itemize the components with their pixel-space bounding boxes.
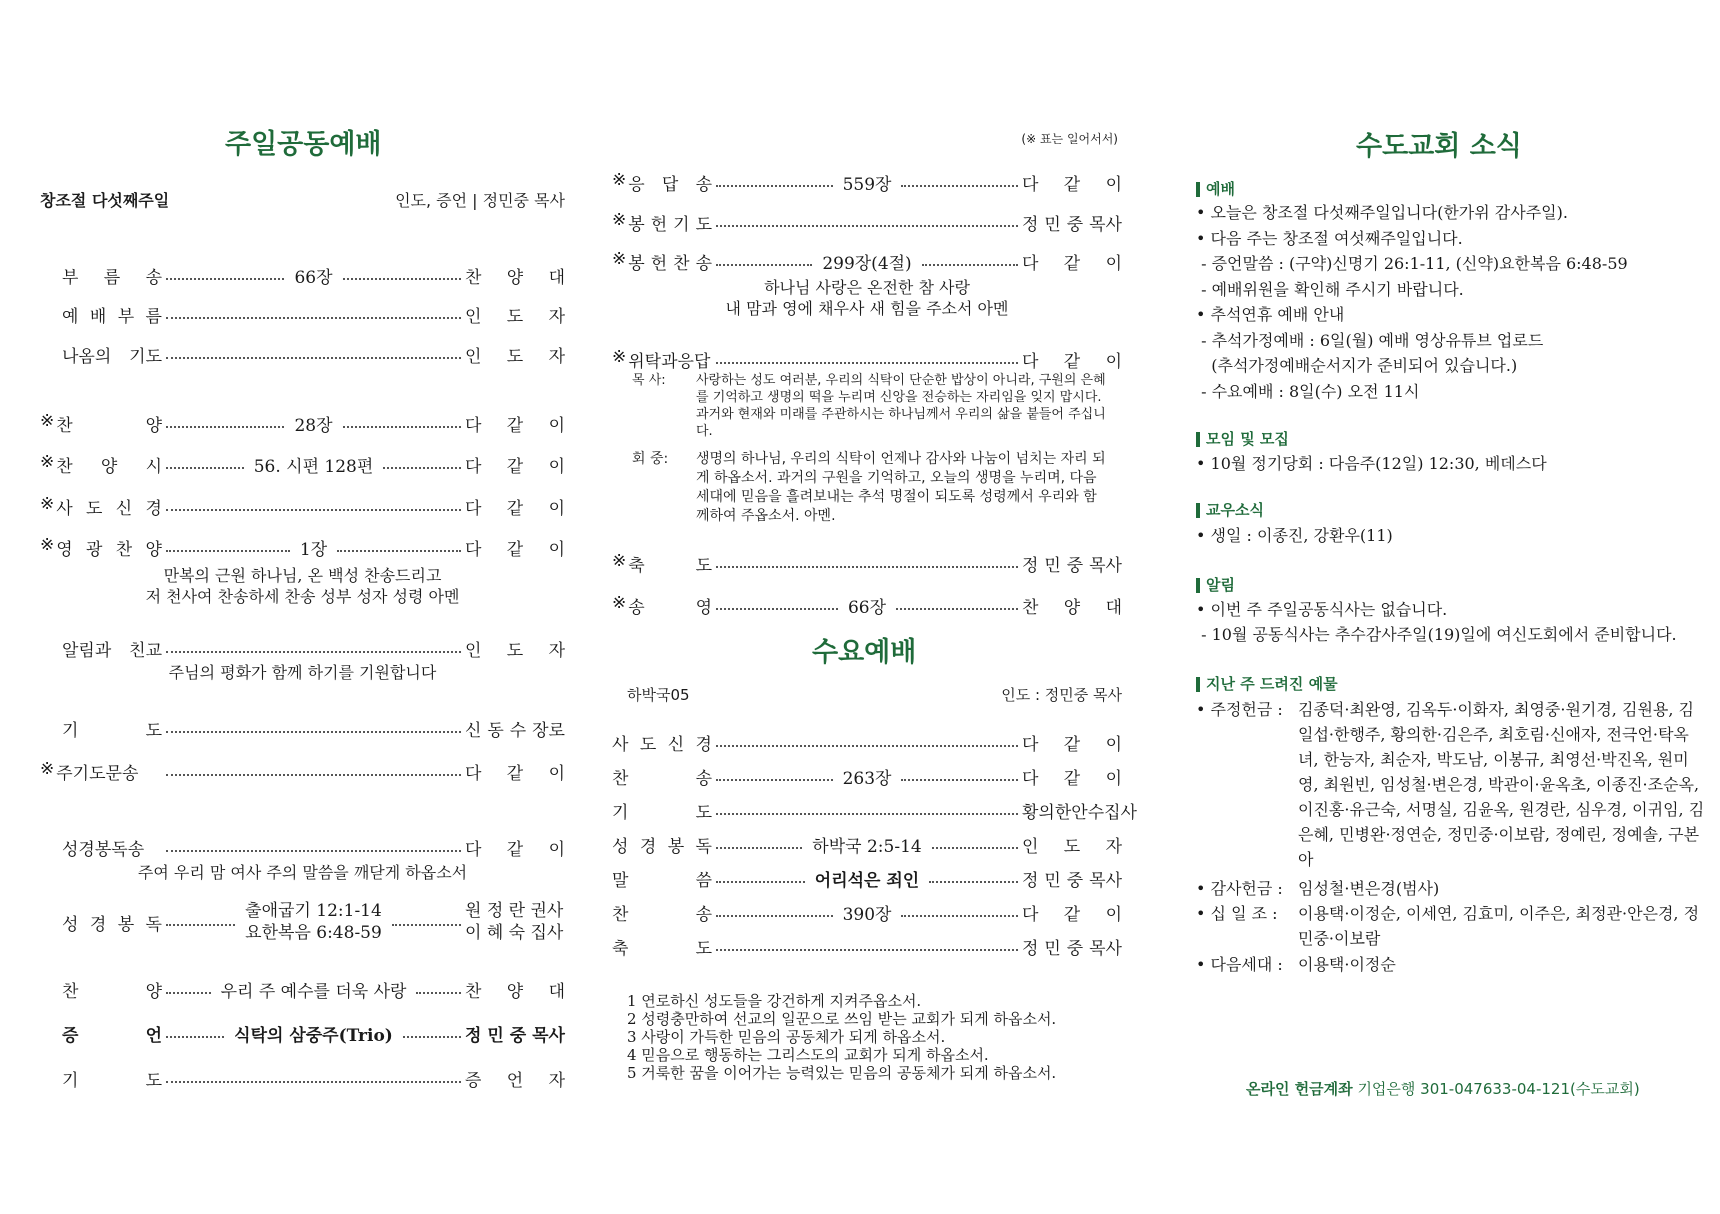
news-item: - 추석가정예배 : 6일(월) 예배 영상유튜브 업로드 <box>1196 330 1544 350</box>
order-item <box>40 636 565 661</box>
leader-dots <box>932 847 1018 849</box>
order-item-label: ※ 축 도 <box>612 551 712 576</box>
order-item-label: ※ 봉 헌 기 도 <box>612 210 712 235</box>
order-item-leader: 인 도 자 <box>1022 837 1122 857</box>
gloria-line-2: 저 천사여 찬송하세 찬송 성부 성자 성령 아멘 <box>145 587 460 606</box>
order-item-label: 축 도 <box>612 939 712 959</box>
leader-dots <box>716 362 1018 364</box>
peace-line: 주님의 평화가 함께 하기를 기원합니다 <box>168 663 437 682</box>
order-item-detail: 56. 시편 128편 <box>253 457 374 477</box>
order-item <box>40 263 565 288</box>
leader-dots <box>166 317 461 319</box>
order-item-detail: 28장 <box>294 416 333 436</box>
news-item: (추석가정예배순서지가 준비되어 있습니다.) <box>1196 356 1518 375</box>
order-item-label: ※ 송 영 <box>612 593 712 618</box>
wednesday-title: 수요예배 <box>812 637 917 668</box>
reader-2: 이 혜 숙 집사 <box>465 923 564 943</box>
occasion: 창조절 다섯째주일 <box>40 191 170 210</box>
leader-dots <box>166 1081 461 1083</box>
reading-passage-1: 출애굽기 12:1-14 <box>245 901 382 921</box>
offering-names: 임성철·변은경(범사) <box>1298 879 1440 898</box>
order-item <box>40 1066 565 1091</box>
news-item: • 이번 주 주일공동식사는 없습니다. <box>1196 600 1448 619</box>
order-item-leader: 다 같 이 <box>465 416 565 436</box>
order-item-leader: 신 동 수 장로 <box>465 721 565 741</box>
order-item-label: ※ 사 도 신 경 <box>40 494 162 519</box>
order-item-leader: 황의한안수집사 <box>1022 803 1137 823</box>
congregation-dialog <box>632 450 1106 526</box>
leader-dots <box>716 264 812 266</box>
news-item: • 추석연휴 예배 안내 <box>1196 305 1345 324</box>
order-item-detail: 하박국 2:5-14 <box>812 837 922 857</box>
offering-entry <box>1196 697 1708 872</box>
online-account <box>1246 1078 1640 1099</box>
pastor-label: 목 사: <box>632 373 666 388</box>
leader-dots <box>716 225 1018 227</box>
order-item-label: 예 배 부 름 <box>62 307 162 327</box>
order-item-leader: 다 같 이 <box>1022 905 1122 925</box>
order-item-label: ※ 봉 헌 찬 송 <box>612 249 712 274</box>
order-item-leader: 인 도 자 <box>465 641 565 661</box>
order-item-detail: 식탁의 삼중주(Trio) <box>234 1026 393 1046</box>
order-item-detail: 299장(4절) <box>822 254 912 274</box>
order-item <box>612 866 1122 891</box>
standing-mark: ※ <box>612 347 627 367</box>
order-item-leader: 다 같 이 <box>1022 769 1122 789</box>
order-item <box>612 900 1122 925</box>
order-item-label: ※ 찬 양 시 <box>40 452 162 477</box>
leader-dots <box>716 779 833 781</box>
order-item-label: 찬 송 <box>612 905 712 925</box>
leader-dots <box>166 924 235 926</box>
leader-dots <box>716 608 838 610</box>
prayer-item: 4 믿음으로 행동하는 그리스도의 교회가 되게 하옵소서. <box>627 1046 989 1064</box>
leader-dots <box>901 779 1018 781</box>
leader-dots <box>343 426 461 428</box>
occasion-row <box>40 188 565 211</box>
order-item-label: ※ 위탁과응답 <box>612 347 711 372</box>
order-item-label: 알림과 친교 <box>62 641 162 661</box>
leader-dots <box>166 550 290 552</box>
order-item-leader: 다 같 이 <box>1022 352 1122 372</box>
news-item: - 수요예배 : 8일(수) 오전 11시 <box>1196 381 1420 401</box>
order-item <box>612 832 1122 857</box>
order-item-detail: 263장 <box>842 769 892 789</box>
order-item-leader: 찬 양 대 <box>465 268 565 288</box>
gloria-line-1: 만복의 근원 하나님, 온 백성 찬송드리고 <box>163 566 442 585</box>
reading-passages <box>239 900 388 944</box>
news-item: • 10월 정기당회 : 다음주(12일) 12:30, 베데스다 <box>1196 454 1547 473</box>
congregation-text: 생명의 하나님, 우리의 식탁이 언제나 감사와 나눔이 넘치는 자리 되게 하옵소서. 과거의 구원을 기억하고, 오늘의 생명을 누리며, 다음 세대에 믿음을 흘려보내는 추석 명절이 되도록 성령께서 우리와 함께하여 주옵소서. 아멘. <box>696 451 1106 524</box>
order-item <box>612 934 1122 959</box>
sunday-leader: 인도, 증언 | 정민중 목사 <box>395 191 565 210</box>
leader-dots <box>416 992 461 994</box>
order-item <box>40 494 565 519</box>
leader-dots <box>166 651 461 653</box>
standing-note: (※ 표는 일어서서) <box>1021 132 1118 146</box>
order-item-leader: 다 같 이 <box>465 499 565 519</box>
order-item-label: 기 도 <box>62 1071 162 1091</box>
order-item-label: ※ 찬 양 <box>40 411 162 436</box>
order-item-leader: 다 같 이 <box>465 764 565 784</box>
leader-dots <box>716 745 1018 747</box>
section-meeting: 모임 및 모집 <box>1196 432 1289 447</box>
order-item-label: 사 도 신 경 <box>612 735 712 755</box>
order-item-leader: 찬 양 대 <box>465 982 565 1002</box>
leader-dots <box>166 731 461 733</box>
leader-dots <box>901 185 1018 187</box>
offering-entry <box>1196 901 1708 951</box>
leader-dots <box>716 915 833 917</box>
order-item-detail: 66장 <box>847 598 887 618</box>
leader-dots <box>901 915 1018 917</box>
reading-readers <box>465 900 565 944</box>
order-item-leader: 정 민 중 목사 <box>1022 556 1122 576</box>
order-item <box>612 347 1122 372</box>
account-value: 기업은행 301-047633-04-121(수도교회) <box>1357 1080 1640 1098</box>
order-item-detail: 어리석은 죄인 <box>814 871 920 891</box>
order-item-label: 기 도 <box>62 721 162 741</box>
order-item <box>40 1021 565 1046</box>
news-item: - 증언말씀 : (구약)신명기 26:1-11, (신약)요한복음 6:48-59 <box>1196 254 1628 273</box>
order-item-label: ※ 응 답 송 <box>612 170 712 195</box>
wednesday-book: 하박국05 <box>627 686 690 704</box>
order-item <box>40 452 565 477</box>
order-item-label: 찬 송 <box>612 769 712 789</box>
order-item <box>40 977 565 1002</box>
leader-dots <box>403 1036 461 1038</box>
leader-dots <box>166 467 244 469</box>
order-item <box>40 411 565 436</box>
order-item-leader: 정 민 중 목사 <box>1022 871 1122 891</box>
prayer-item: 1 연로하신 성도들을 강건하게 지켜주옵소서. <box>627 992 922 1010</box>
offering-names: 이용택·이정순 <box>1298 955 1396 974</box>
order-item-detail: 390장 <box>842 905 892 925</box>
leader-dots <box>716 185 833 187</box>
order-item-leader: 인 도 자 <box>465 307 565 327</box>
scripture-reading-row <box>40 900 565 944</box>
leader-dots <box>716 847 802 849</box>
order-item-leader: 정 민 중 목사 <box>1022 939 1122 959</box>
offering-type: • 다음세대 : <box>1196 955 1283 974</box>
news-title: 수도교회 소식 <box>1356 131 1522 162</box>
order-item-leader: 인 도 자 <box>465 347 565 367</box>
reading-passage-2: 요한복음 6:48-59 <box>245 923 382 943</box>
order-item-leader: 다 같 이 <box>465 840 565 860</box>
order-item-leader: 증 언 자 <box>465 1071 565 1091</box>
leader-dots <box>929 881 1018 883</box>
order-item-leader: 다 같 이 <box>1022 735 1122 755</box>
leader-dots <box>716 949 1018 951</box>
order-item <box>612 210 1122 235</box>
standing-mark: ※ <box>40 411 55 431</box>
order-item <box>612 798 1137 823</box>
section-notice: 알림 <box>1196 578 1235 593</box>
leader-dots <box>716 566 1018 568</box>
offering-line-1: 하나님 사랑은 온전한 참 사랑 <box>764 278 970 297</box>
section-offerings: 지난 주 드려진 예물 <box>1196 677 1338 692</box>
standing-mark: ※ <box>40 494 55 514</box>
order-item <box>40 342 565 367</box>
order-item-leader: 정 민 중 목사 <box>1022 215 1122 235</box>
order-item-label: 성경봉독송 <box>62 840 145 860</box>
order-item <box>612 249 1122 274</box>
offering-type: • 십 일 조 : <box>1196 904 1278 923</box>
wednesday-leader: 인도 : 정민중 목사 <box>1001 686 1122 704</box>
scripture-song-line: 주여 우리 맘 여사 주의 말씀을 깨닫게 하옵소서 <box>137 863 468 882</box>
leader-dots <box>383 467 461 469</box>
order-item-detail: 559장 <box>842 175 892 195</box>
order-item-detail: 66장 <box>294 268 333 288</box>
section-members: 교우소식 <box>1196 503 1264 518</box>
order-item-detail: 1장 <box>299 540 328 560</box>
order-item <box>612 764 1122 789</box>
order-item-label: 말 씀 <box>612 871 712 891</box>
leader-dots <box>166 426 284 428</box>
wednesday-header-row <box>627 684 1122 705</box>
section-worship: 예배 <box>1196 182 1235 197</box>
standing-mark: ※ <box>612 249 627 269</box>
order-item <box>40 759 565 784</box>
leader-dots <box>716 881 805 883</box>
leader-dots <box>922 264 1018 266</box>
standing-mark: ※ <box>40 759 55 779</box>
leader-dots <box>716 813 1018 815</box>
offering-line-2: 내 맘과 영에 채우사 새 힘을 주소서 아멘 <box>725 299 1009 318</box>
order-item-label: 성 경 봉 독 <box>612 837 712 857</box>
order-item-leader: 다 같 이 <box>465 457 565 477</box>
order-item <box>40 835 565 860</box>
leader-dots <box>166 1036 224 1038</box>
pastor-dialog <box>632 372 1106 440</box>
offering-type: • 주정헌금 : <box>1196 700 1283 719</box>
order-item-detail: 우리 주 예수를 더욱 사랑 <box>220 982 407 1002</box>
account-label: 온라인 헌금계좌 <box>1246 1080 1353 1098</box>
leader-dots <box>166 992 211 994</box>
order-item <box>40 535 565 560</box>
order-item-label: 부 름 송 <box>62 268 162 288</box>
order-item-label: 찬 양 <box>62 982 162 1002</box>
reading-label: 성 경 봉 독 <box>62 914 162 935</box>
prayer-item: 2 성령충만하여 선교의 일꾼으로 쓰임 받는 교회가 되게 하옵소서. <box>627 1010 1057 1028</box>
leader-dots <box>166 357 461 359</box>
order-item-label: ※ 영 광 찬 양 <box>40 535 162 560</box>
order-item-leader: 다 같 이 <box>1022 254 1122 274</box>
news-item: - 예배위원을 확인해 주시기 바랍니다. <box>1196 279 1464 299</box>
reader-1: 원 정 란 권사 <box>465 901 564 921</box>
offering-names: 이용택·이정순, 이세연, 김효미, 이주은, 최정관·안은경, 정민중·이보람 <box>1298 904 1700 948</box>
order-item-leader: 다 같 이 <box>1022 175 1122 195</box>
order-item <box>40 716 565 741</box>
leader-dots <box>166 278 284 280</box>
order-item <box>612 593 1122 618</box>
order-item-leader: 다 같 이 <box>465 540 565 560</box>
offering-names: 김종덕·최완영, 김옥두·이화자, 최영중·원기경, 김원용, 김일섭·한행주, 황의한·김은주, 최호림·신애자, 전극언·탁옥녀, 한능자, 최순자, 박도남, 이봉규, 최영선·박진옥, 원미영, 최원빈, 임성철·변은경, 박관이·윤옥초, 이종진·조순옥, 이진홍·유근숙, 서명실, 김윤옥, 원경란, 심우경, 이귀임, 김은혜, 민병완·정연순, 정민중·이보람, 정예린, 정예솔, 구본아 <box>1298 700 1705 869</box>
news-item: - 10월 공동식사는 추수감사주일(19)일에 여신도회에서 준비합니다. <box>1196 625 1677 644</box>
order-item-label: 기 도 <box>612 803 712 823</box>
leader-dots <box>166 850 461 852</box>
leader-dots <box>166 509 461 511</box>
news-item: • 생일 : 이종진, 강환우(11) <box>1196 526 1393 545</box>
sunday-title: 주일공동예배 <box>225 129 382 160</box>
order-item <box>40 302 565 327</box>
order-item-label: 증 언 <box>62 1026 162 1046</box>
standing-mark: ※ <box>612 593 627 613</box>
pastor-text: 사랑하는 성도 여러분, 우리의 식탁이 단순한 밥상이 아니라, 구원의 은혜를 기억하고 생명의 떡을 누리며 신앙을 전승하는 자리임을 잊지 맙시다. 과거와 현재와 미래를 주관하시는 하나님께서 우리의 삶을 붙들어 주십니다. <box>696 373 1106 439</box>
offering-entry <box>1196 876 1708 901</box>
standing-mark: ※ <box>40 452 55 472</box>
order-item-leader: 찬 양 대 <box>1022 598 1122 618</box>
order-item <box>612 551 1122 576</box>
standing-mark: ※ <box>612 210 627 230</box>
leader-dots <box>392 924 461 926</box>
leader-dots <box>343 278 461 280</box>
order-item-label: ※ 주기도문송 <box>40 759 139 784</box>
standing-mark: ※ <box>612 551 627 571</box>
standing-mark: ※ <box>612 170 627 190</box>
order-item <box>612 730 1122 755</box>
congregation-label: 회 중: <box>632 451 669 467</box>
offering-type: • 감사헌금 : <box>1196 879 1283 898</box>
order-item <box>612 170 1122 195</box>
order-item-label: 나옴의 기도 <box>62 347 162 367</box>
leader-dots <box>896 608 1018 610</box>
news-item: • 오늘은 창조절 다섯째주일입니다(한가위 감사주일). <box>1196 203 1568 222</box>
leader-dots <box>166 774 461 776</box>
prayer-item: 3 사랑이 가득한 믿음의 공동체가 되게 하옵소서. <box>627 1028 946 1046</box>
offering-entry <box>1196 952 1708 977</box>
standing-mark: ※ <box>40 535 55 555</box>
prayer-item: 5 거룩한 꿈을 이어가는 능력있는 믿음의 공동체가 되게 하옵소서. <box>627 1064 1057 1082</box>
order-item-leader: 정 민 중 목사 <box>465 1026 565 1046</box>
news-item: • 다음 주는 창조절 여섯째주일입니다. <box>1196 228 1463 248</box>
leader-dots <box>337 550 461 552</box>
